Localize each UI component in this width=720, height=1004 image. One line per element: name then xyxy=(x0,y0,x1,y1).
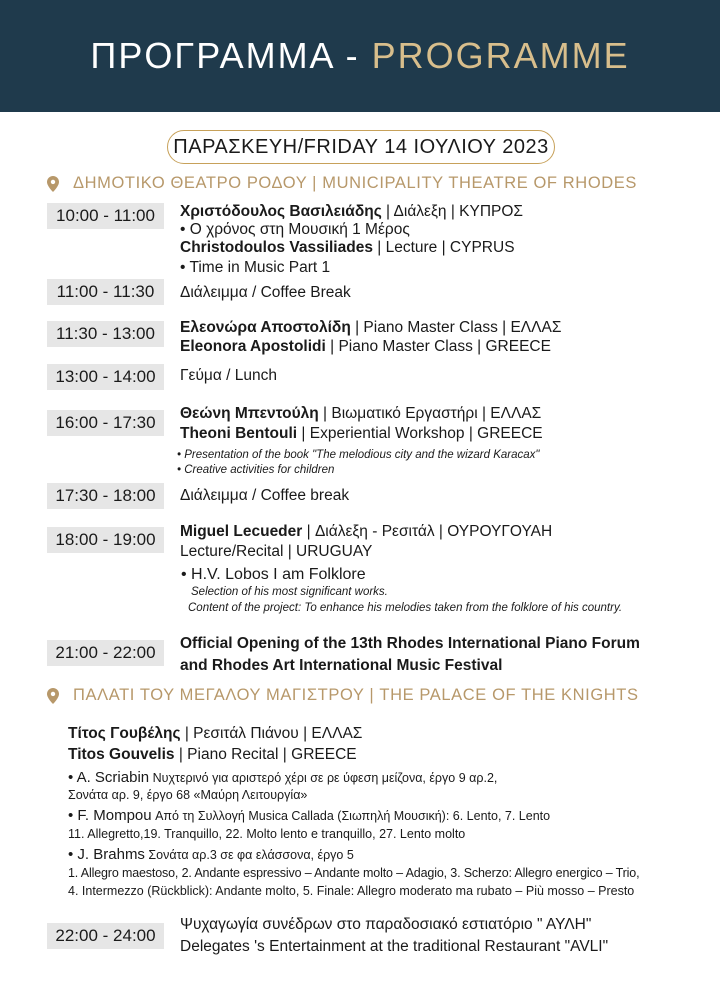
event-note: Selection of his most significant works. xyxy=(191,586,388,598)
program-works: 1. Allegro maestoso, 2. Andante espressivo – Andante molto – Adagio, 3. Scherzo: Allegro energico – Trio, xyxy=(68,866,640,880)
event-line xyxy=(180,337,551,357)
speaker-name: Χριστόδουλος Βασιλειάδης xyxy=(180,203,382,220)
works: Νυχτερινό για αριστερό χέρι σε ρε ύφεση μείζονα, έργο 9 αρ.2, xyxy=(149,771,498,785)
event-note: Content of the project: To enhance his melodies taken from the folklore of his country. xyxy=(188,602,623,614)
event-info: | Piano Master Class | GREECE xyxy=(325,338,551,355)
header-banner xyxy=(0,0,720,112)
event-line xyxy=(180,404,541,424)
time-slot: 11:00 - 11:30 xyxy=(47,279,164,305)
program-works: Σονάτα αρ. 9, έργο 68 «Μαύρη Λειτουργία» xyxy=(68,788,308,802)
venue-heading-theatre xyxy=(47,174,637,193)
speaker-name: Miguel Lecueder xyxy=(180,523,303,540)
composer: • J. Brahms xyxy=(68,846,145,863)
event-topic: • Time in Music Part 1 xyxy=(180,259,331,276)
event-note: • Creative activities for children xyxy=(177,464,335,476)
event-line: Official Opening of the 13th Rhodes International Piano Forum xyxy=(180,635,640,652)
location-pin-icon xyxy=(47,688,59,704)
speaker-name: Ελεονώρα Αποστολίδη xyxy=(180,319,351,336)
program-works: 11. Allegretto,19. Tranquillo, 22. Molto lento e tranquillo, 27. Lento molto xyxy=(68,827,466,841)
event-info: | Piano Master Class | ΕΛΛΑΣ xyxy=(350,319,562,336)
event-info: | Experiential Workshop | GREECE xyxy=(297,425,543,442)
time-slot: 21:00 - 22:00 xyxy=(47,640,164,666)
performer-name: Τίτος Γουβέλης xyxy=(68,725,181,742)
speaker-name: Eleonora Apostolidi xyxy=(180,338,326,355)
time-slot: 13:00 - 14:00 xyxy=(47,364,164,390)
speaker-name: Theoni Bentouli xyxy=(180,425,298,442)
program-item xyxy=(68,845,354,865)
time-slot: 10:00 - 11:00 xyxy=(47,203,164,229)
works: Σονάτα αρ.3 σε φα ελάσσονα, έργο 5 xyxy=(144,848,354,862)
speaker-name: Θεώνη Μπεντούλη xyxy=(180,405,319,422)
event-info: | Διάλεξη - Ρεσιτάλ | ΟΥΡΟΥΓΟΥΑΗ xyxy=(302,523,553,540)
event-line: Delegates 's Entertainment at the traditional Restaurant "AVLI" xyxy=(180,938,609,955)
event-topic: • H.V. Lobos I am Folklore xyxy=(181,566,366,583)
title-english: PROGRAMME xyxy=(371,35,630,76)
title-greek: ΠΡΟΓΡΑΜΜΑ - xyxy=(90,35,360,76)
event-line: Διάλειμμα / Coffee Break xyxy=(180,284,351,301)
event-line: and Rhodes Art International Music Festival xyxy=(180,657,503,674)
venue-heading-palace xyxy=(47,686,639,705)
recital-line xyxy=(68,745,357,765)
event-line: Ψυχαγωγία συνέδρων στο παραδοσιακό εστιατόριο " ΑΥΛΗ" xyxy=(180,916,592,933)
performer-name: Titos Gouvelis xyxy=(68,746,175,763)
recital-info: | Piano Recital | GREECE xyxy=(174,746,357,763)
venue-name: ΠΑΛΑΤΙ ΤΟΥ ΜΕΓΑΛΟΥ ΜΑΓΙΣΤΡΟΥ | THE PALACE OF THE KNIGHTS xyxy=(73,686,639,704)
program-item xyxy=(68,768,497,788)
time-slot: 18:00 - 19:00 xyxy=(47,527,164,553)
event-topic: • Ο χρόνος στη Μουσική 1 Μέρος xyxy=(180,221,410,238)
time-slot: 16:00 - 17:30 xyxy=(47,410,164,436)
event-line: Διάλειμμα / Coffee break xyxy=(180,487,350,504)
page-title xyxy=(90,35,629,77)
event-line: Γεύμα / Lunch xyxy=(180,367,277,384)
event-info: | Διάλεξη | ΚΥΠΡΟΣ xyxy=(381,203,523,220)
event-info: | Lecture | CYPRUS xyxy=(372,239,515,256)
event-line xyxy=(180,238,515,258)
composer: • F. Mompou xyxy=(68,807,152,824)
time-slot: 11:30 - 13:00 xyxy=(47,321,164,347)
event-info: | Βιωματικό Εργαστήρι | ΕΛΛΑΣ xyxy=(318,405,542,422)
program-item xyxy=(68,806,550,826)
venue-name: ΔΗΜΟΤΙΚΟ ΘΕΑΤΡΟ ΡΟΔΟΥ | MUNICIPALITY THEATRE OF RHODES xyxy=(73,174,637,192)
works: Από τη Συλλογή Musica Callada (Σιωπηλή Μουσική): 6. Lento, 7. Lento xyxy=(151,809,551,823)
event-line xyxy=(180,202,523,222)
recital-info: | Ρεσιτάλ Πιάνου | ΕΛΛΑΣ xyxy=(180,725,363,742)
event-line xyxy=(180,522,552,542)
time-slot: 22:00 - 24:00 xyxy=(47,923,164,949)
location-pin-icon xyxy=(47,176,59,192)
time-slot: 17:30 - 18:00 xyxy=(47,483,164,509)
event-line: Lecture/Recital | URUGUAY xyxy=(180,543,373,560)
program-works: 4. Intermezzo (Rückblick): Andante molto, 5. Finale: Allegro moderato ma rubato – Più mosso – Presto xyxy=(68,884,635,898)
speaker-name: Christodoulos Vassiliades xyxy=(180,239,373,256)
recital-line xyxy=(68,724,362,744)
composer: • A. Scriabin xyxy=(68,769,150,786)
event-line xyxy=(180,424,543,444)
date-badge: ΠΑΡΑΣΚΕΥΗ/FRIDAY 14 ΙΟΥΛΙΟΥ 2023 xyxy=(167,130,555,164)
event-note: • Presentation of the book "The melodious city and the wizard Karacax" xyxy=(177,449,540,461)
event-line xyxy=(180,318,561,338)
